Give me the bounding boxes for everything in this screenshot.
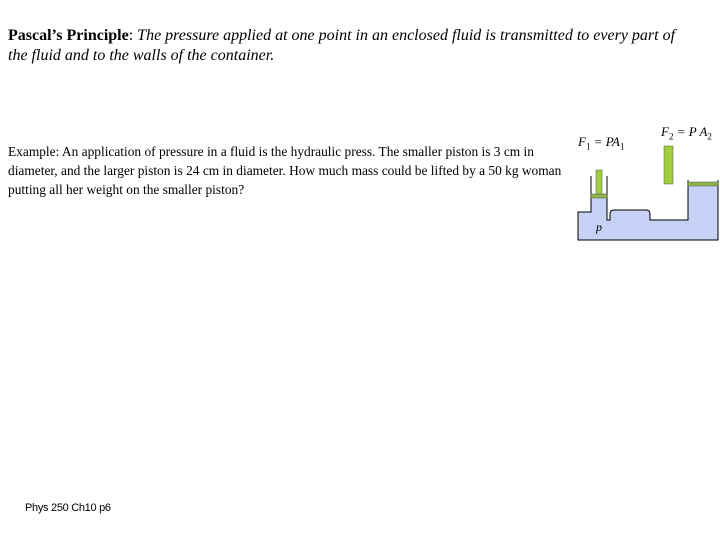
f2-rhs-subscript: 2 xyxy=(707,131,712,142)
f1-lhs: F xyxy=(578,134,586,149)
force-large-piston-formula xyxy=(661,124,712,142)
small-piston-rod xyxy=(596,170,602,194)
f2-lhs-subscript: 2 xyxy=(668,131,674,142)
f2-rhs: P A xyxy=(688,124,708,139)
slide-footer: Phys 250 Ch10 p6 xyxy=(25,502,111,514)
large-piston-plate xyxy=(688,182,718,186)
large-piston-rod xyxy=(664,146,673,184)
force-small-piston-formula xyxy=(578,134,624,152)
f1-rhs-subscript: 1 xyxy=(619,141,625,152)
pascal-principle-heading xyxy=(8,26,698,66)
hydraulic-press-diagram xyxy=(570,140,720,250)
f1-lhs-subscript: 1 xyxy=(585,141,591,152)
pressure-label: p xyxy=(596,220,602,234)
example-problem-text: Example: An application of pressure in a fluid is the hydraulic press. The smaller piston is 3 cm in diameter, and the larger piston is 24 cm in diameter. How much mass could be lifted by a 50 kg woman putting all her weight on the smaller piston? xyxy=(8,144,562,197)
f1-equals: = xyxy=(590,134,606,149)
principle-definition: The pressure applied at one point in an enclosed fluid is transmitted to every part of the fluid and to the walls of the container. xyxy=(8,27,676,64)
heading-separator: : xyxy=(128,27,138,44)
f1-rhs: PA xyxy=(605,134,620,149)
principle-term: Pascal’s Principle xyxy=(8,27,129,44)
f2-lhs: F xyxy=(661,124,669,139)
f2-equals: = xyxy=(673,124,689,139)
small-piston-plate xyxy=(591,194,607,198)
